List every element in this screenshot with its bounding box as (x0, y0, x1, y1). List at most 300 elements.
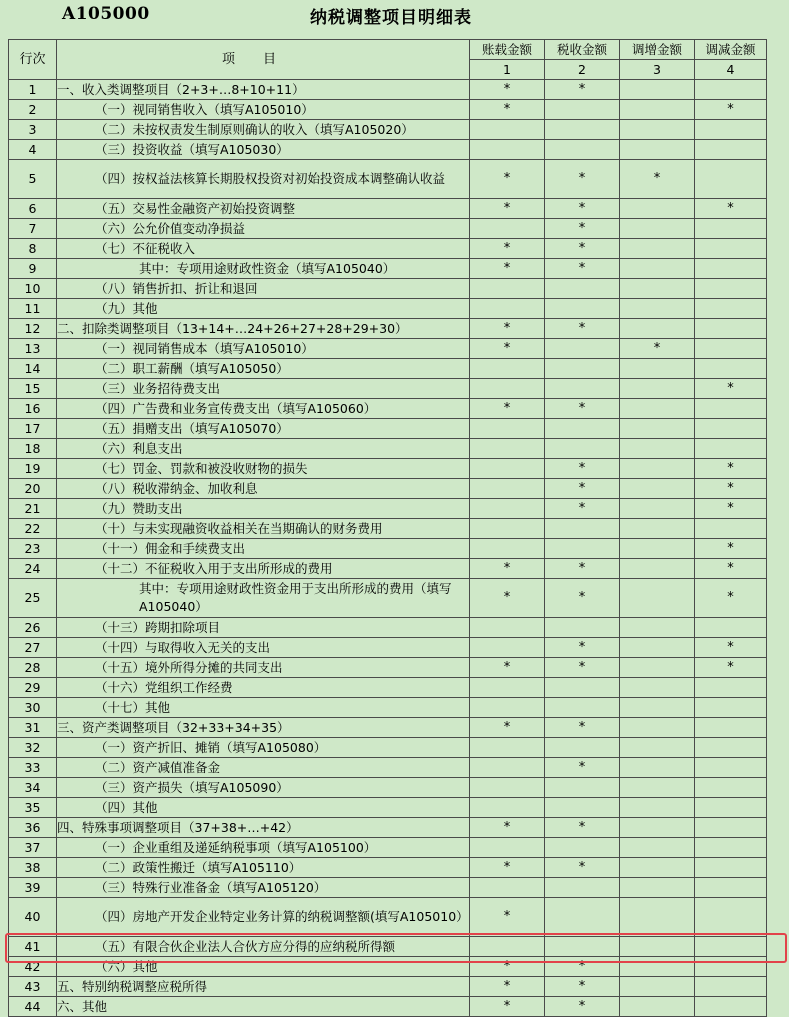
row-number-cell: 25 (9, 579, 57, 618)
increase-amount-cell[interactable] (620, 937, 695, 957)
header-col-number: 3 (620, 60, 695, 80)
table-row[interactable] (9, 519, 767, 539)
tax-amount-cell[interactable] (545, 299, 620, 319)
tax-amount-cell[interactable] (545, 359, 620, 379)
tax-amount-cell: * (545, 399, 620, 419)
adjustment-table (8, 39, 767, 1017)
decrease-amount-cell: * (695, 539, 767, 559)
tax-amount-cell[interactable] (545, 838, 620, 858)
table-row[interactable] (9, 439, 767, 459)
decrease-amount-cell[interactable] (695, 399, 767, 419)
row-number-cell: 19 (9, 459, 57, 479)
item-label-cell: （五）捐赠支出（填写A105070） (57, 419, 470, 439)
tax-amount-cell[interactable] (545, 279, 620, 299)
table-row[interactable] (9, 898, 767, 937)
table-row[interactable] (9, 339, 767, 359)
tax-amount-cell[interactable] (545, 618, 620, 638)
decrease-amount-cell: * (695, 658, 767, 678)
row-number-cell: 11 (9, 299, 57, 319)
increase-amount-cell[interactable] (620, 299, 695, 319)
increase-amount-cell: * (620, 160, 695, 199)
item-label-cell: （十七）其他 (57, 698, 470, 718)
increase-amount-cell[interactable] (620, 239, 695, 259)
item-label-cell: （七）罚金、罚款和被没收财物的损失 (57, 459, 470, 479)
increase-amount-cell[interactable] (620, 579, 695, 618)
tax-amount-cell[interactable] (545, 379, 620, 399)
increase-amount-cell[interactable] (620, 977, 695, 997)
tax-amount-cell[interactable] (545, 738, 620, 758)
book-amount-cell: * (470, 977, 545, 997)
table-row[interactable] (9, 997, 767, 1017)
book-amount-cell: * (470, 898, 545, 937)
decrease-amount-cell[interactable] (695, 439, 767, 459)
book-amount-cell[interactable] (470, 519, 545, 539)
increase-amount-cell[interactable] (620, 199, 695, 219)
item-label-cell: （十六）党组织工作经费 (57, 678, 470, 698)
table-row[interactable] (9, 579, 767, 618)
item-label-cell: （二）政策性搬迁（填写A105110） (57, 858, 470, 878)
book-amount-cell[interactable] (470, 140, 545, 160)
book-amount-cell[interactable] (470, 758, 545, 778)
decrease-amount-cell[interactable] (695, 738, 767, 758)
increase-amount-cell[interactable] (620, 718, 695, 738)
tax-amount-cell: * (545, 479, 620, 499)
increase-amount-cell[interactable] (620, 100, 695, 120)
table-row[interactable] (9, 160, 767, 199)
row-number-cell: 28 (9, 658, 57, 678)
item-label-cell: 六、其他 (57, 997, 470, 1017)
row-number-cell: 35 (9, 798, 57, 818)
item-label-cell: （二）未按权责发生制原则确认的收入（填写A105020） (57, 120, 470, 140)
decrease-amount-cell[interactable] (695, 239, 767, 259)
book-amount-cell[interactable] (470, 638, 545, 658)
row-number-cell: 37 (9, 838, 57, 858)
row-number-cell: 16 (9, 399, 57, 419)
book-amount-cell[interactable] (470, 499, 545, 519)
decrease-amount-cell[interactable] (695, 339, 767, 359)
increase-amount-cell: * (620, 339, 695, 359)
row-number-cell: 14 (9, 359, 57, 379)
decrease-amount-cell: * (695, 459, 767, 479)
increase-amount-cell[interactable] (620, 878, 695, 898)
table-row[interactable] (9, 399, 767, 419)
row-number-cell: 18 (9, 439, 57, 459)
decrease-amount-cell[interactable] (695, 838, 767, 858)
item-label-cell: 一、收入类调整项目（2+3+…8+10+11） (57, 80, 470, 100)
tax-amount-cell: * (545, 319, 620, 339)
decrease-amount-cell[interactable] (695, 878, 767, 898)
item-label-cell: （四）按权益法核算长期股权投资对初始投资成本调整确认收益 (57, 160, 470, 199)
book-amount-cell[interactable] (470, 698, 545, 718)
decrease-amount-cell[interactable] (695, 319, 767, 339)
decrease-amount-cell[interactable] (695, 299, 767, 319)
table-row[interactable] (9, 379, 767, 399)
increase-amount-cell[interactable] (620, 638, 695, 658)
increase-amount-cell[interactable] (620, 997, 695, 1017)
row-number-cell: 10 (9, 279, 57, 299)
book-amount-cell[interactable] (470, 539, 545, 559)
tax-amount-cell: * (545, 977, 620, 997)
table-row[interactable] (9, 977, 767, 997)
table-row[interactable] (9, 120, 767, 140)
row-number-cell: 9 (9, 259, 57, 279)
item-label-cell: （五）有限合伙企业法人合伙方应分得的应纳税所得额 (57, 937, 470, 957)
item-label-cell: 三、资产类调整项目（32+33+34+35） (57, 718, 470, 738)
tax-amount-cell[interactable] (545, 339, 620, 359)
book-amount-cell: * (470, 559, 545, 579)
book-amount-cell: * (470, 199, 545, 219)
increase-amount-cell[interactable] (620, 140, 695, 160)
tax-amount-cell: * (545, 499, 620, 519)
decrease-amount-cell[interactable] (695, 519, 767, 539)
row-number-cell: 44 (9, 997, 57, 1017)
book-amount-cell[interactable] (470, 798, 545, 818)
tax-amount-cell: * (545, 658, 620, 678)
book-amount-cell: * (470, 239, 545, 259)
row-number-cell: 12 (9, 319, 57, 339)
table-row[interactable] (9, 479, 767, 499)
table-row[interactable] (9, 559, 767, 579)
decrease-amount-cell: * (695, 499, 767, 519)
table-row[interactable] (9, 219, 767, 239)
item-label-cell: （七）不征税收入 (57, 239, 470, 259)
increase-amount-cell[interactable] (620, 559, 695, 579)
item-label-cell: （三）业务招待费支出 (57, 379, 470, 399)
table-row[interactable] (9, 100, 767, 120)
increase-amount-cell[interactable] (620, 379, 695, 399)
row-number-cell: 42 (9, 957, 57, 977)
book-amount-cell[interactable] (470, 439, 545, 459)
book-amount-cell[interactable] (470, 838, 545, 858)
item-label-cell: （六）利息支出 (57, 439, 470, 459)
decrease-amount-cell[interactable] (695, 419, 767, 439)
item-label-cell: （二）资产减值准备金 (57, 758, 470, 778)
table-row[interactable] (9, 798, 767, 818)
table-row[interactable] (9, 140, 767, 160)
book-amount-cell: * (470, 339, 545, 359)
header-col-number: 1 (470, 60, 545, 80)
row-number-cell: 1 (9, 80, 57, 100)
item-label-cell: （十四）与取得收入无关的支出 (57, 638, 470, 658)
book-amount-cell: * (470, 858, 545, 878)
row-number-cell: 22 (9, 519, 57, 539)
decrease-amount-cell[interactable] (695, 259, 767, 279)
row-number-cell: 26 (9, 618, 57, 638)
increase-amount-cell[interactable] (620, 678, 695, 698)
decrease-amount-cell[interactable] (695, 818, 767, 838)
form-code: A105000 (62, 4, 150, 24)
tax-amount-cell: * (545, 219, 620, 239)
table-row[interactable] (9, 499, 767, 519)
tax-amount-cell: * (545, 718, 620, 738)
tax-amount-cell: * (545, 239, 620, 259)
row-number-cell: 4 (9, 140, 57, 160)
increase-amount-cell[interactable] (620, 738, 695, 758)
increase-amount-cell[interactable] (620, 399, 695, 419)
book-amount-cell[interactable] (470, 120, 545, 140)
tax-amount-cell[interactable] (545, 100, 620, 120)
decrease-amount-cell[interactable] (695, 140, 767, 160)
table-row[interactable] (9, 539, 767, 559)
book-amount-cell[interactable] (470, 299, 545, 319)
item-label-cell: （四）广告费和业务宣传费支出（填写A105060） (57, 399, 470, 419)
decrease-amount-cell[interactable] (695, 80, 767, 100)
tax-amount-cell[interactable] (545, 539, 620, 559)
row-number-cell: 41 (9, 937, 57, 957)
decrease-amount-cell[interactable] (695, 858, 767, 878)
table-row[interactable] (9, 359, 767, 379)
book-amount-cell[interactable] (470, 479, 545, 499)
increase-amount-cell[interactable] (620, 698, 695, 718)
row-number-cell: 24 (9, 559, 57, 579)
header-item: 项目 (57, 40, 470, 80)
book-amount-cell: * (470, 957, 545, 977)
item-label-cell: （六）公允价值变动净损益 (57, 219, 470, 239)
book-amount-cell[interactable] (470, 618, 545, 638)
item-label-cell: （三）投资收益（填写A105030） (57, 140, 470, 160)
tax-amount-cell[interactable] (545, 878, 620, 898)
row-number-cell: 3 (9, 120, 57, 140)
tax-amount-cell[interactable] (545, 419, 620, 439)
table-row[interactable] (9, 778, 767, 798)
row-number-cell: 27 (9, 638, 57, 658)
tax-amount-cell[interactable] (545, 778, 620, 798)
decrease-amount-cell: * (695, 100, 767, 120)
tax-amount-cell: * (545, 579, 620, 618)
item-label-cell: （一）视同销售收入（填写A105010） (57, 100, 470, 120)
decrease-amount-cell[interactable] (695, 160, 767, 199)
tax-amount-cell: * (545, 559, 620, 579)
table-row[interactable] (9, 937, 767, 957)
increase-amount-cell[interactable] (620, 778, 695, 798)
table-row[interactable] (9, 279, 767, 299)
book-amount-cell[interactable] (470, 419, 545, 439)
decrease-amount-cell[interactable] (695, 698, 767, 718)
increase-amount-cell[interactable] (620, 219, 695, 239)
row-number-cell: 31 (9, 718, 57, 738)
book-amount-cell[interactable] (470, 279, 545, 299)
table-row[interactable] (9, 957, 767, 977)
increase-amount-cell[interactable] (620, 838, 695, 858)
decrease-amount-cell[interactable] (695, 957, 767, 977)
row-number-cell: 32 (9, 738, 57, 758)
table-row[interactable] (9, 718, 767, 738)
row-number-cell: 13 (9, 339, 57, 359)
decrease-amount-cell[interactable] (695, 778, 767, 798)
item-label-cell: （十一）佣金和手续费支出 (57, 539, 470, 559)
tax-amount-cell: * (545, 818, 620, 838)
item-label-cell: （十五）境外所得分摊的共同支出 (57, 658, 470, 678)
item-label-cell: （五）交易性金融资产初始投资调整 (57, 199, 470, 219)
table-row[interactable] (9, 818, 767, 838)
tax-amount-cell: * (545, 80, 620, 100)
increase-amount-cell[interactable] (620, 798, 695, 818)
increase-amount-cell[interactable] (620, 319, 695, 339)
book-amount-cell: * (470, 399, 545, 419)
increase-amount-cell[interactable] (620, 120, 695, 140)
table-row[interactable] (9, 80, 767, 100)
table-row[interactable] (9, 618, 767, 638)
tax-amount-cell[interactable] (545, 140, 620, 160)
decrease-amount-cell: * (695, 579, 767, 618)
decrease-amount-cell[interactable] (695, 279, 767, 299)
book-amount-cell: * (470, 718, 545, 738)
table-row[interactable] (9, 858, 767, 878)
increase-amount-cell[interactable] (620, 858, 695, 878)
increase-amount-cell[interactable] (620, 519, 695, 539)
table-row[interactable] (9, 199, 767, 219)
book-amount-cell: * (470, 579, 545, 618)
header-increase-amount: 调增金额 (620, 40, 695, 60)
table-row[interactable] (9, 319, 767, 339)
table-row[interactable] (9, 638, 767, 658)
item-label-cell: （四）房地产开发企业特定业务计算的纳税调整额(填写A105010） (57, 898, 470, 937)
decrease-amount-cell: * (695, 559, 767, 579)
row-number-cell: 38 (9, 858, 57, 878)
item-label-cell: 其中：专项用途财政性资金用于支出所形成的费用（填写A105040） (57, 579, 470, 618)
item-label-cell: （三）资产损失（填写A105090） (57, 778, 470, 798)
decrease-amount-cell: * (695, 379, 767, 399)
decrease-amount-cell[interactable] (695, 898, 767, 937)
item-label-cell: 其中：专项用途财政性资金（填写A105040） (57, 259, 470, 279)
item-label-cell: （十）与未实现融资收益相关在当期确认的财务费用 (57, 519, 470, 539)
row-number-cell: 6 (9, 199, 57, 219)
book-amount-cell: * (470, 160, 545, 199)
decrease-amount-cell[interactable] (695, 219, 767, 239)
header-decrease-amount: 调减金额 (695, 40, 767, 60)
book-amount-cell[interactable] (470, 379, 545, 399)
increase-amount-cell[interactable] (620, 479, 695, 499)
table-row[interactable] (9, 658, 767, 678)
increase-amount-cell[interactable] (620, 957, 695, 977)
tax-amount-cell: * (545, 858, 620, 878)
increase-amount-cell[interactable] (620, 439, 695, 459)
decrease-amount-cell[interactable] (695, 618, 767, 638)
header-book-amount: 账载金额 (470, 40, 545, 60)
item-label-cell: （四）其他 (57, 798, 470, 818)
decrease-amount-cell[interactable] (695, 758, 767, 778)
decrease-amount-cell: * (695, 199, 767, 219)
book-amount-cell[interactable] (470, 219, 545, 239)
row-number-cell: 36 (9, 818, 57, 838)
tax-amount-cell: * (545, 259, 620, 279)
tax-amount-cell[interactable] (545, 519, 620, 539)
tax-amount-cell[interactable] (545, 937, 620, 957)
header-col-number: 4 (695, 60, 767, 80)
tax-amount-cell: * (545, 459, 620, 479)
book-amount-cell: * (470, 658, 545, 678)
increase-amount-cell[interactable] (620, 539, 695, 559)
tax-amount-cell[interactable] (545, 798, 620, 818)
row-number-cell: 7 (9, 219, 57, 239)
book-amount-cell: * (470, 80, 545, 100)
header-tax-amount: 税收金额 (545, 40, 620, 60)
increase-amount-cell[interactable] (620, 80, 695, 100)
decrease-amount-cell[interactable] (695, 977, 767, 997)
table-row[interactable] (9, 838, 767, 858)
decrease-amount-cell[interactable] (695, 678, 767, 698)
tax-amount-cell[interactable] (545, 120, 620, 140)
item-label-cell: （一）资产折旧、摊销（填写A105080） (57, 738, 470, 758)
row-number-cell: 39 (9, 878, 57, 898)
table-row[interactable] (9, 299, 767, 319)
book-amount-cell[interactable] (470, 778, 545, 798)
table-row[interactable] (9, 758, 767, 778)
increase-amount-cell[interactable] (620, 658, 695, 678)
table-row[interactable] (9, 239, 767, 259)
increase-amount-cell[interactable] (620, 419, 695, 439)
book-amount-cell[interactable] (470, 738, 545, 758)
row-number-cell: 29 (9, 678, 57, 698)
header-row-no: 行次 (9, 40, 57, 80)
table-row[interactable] (9, 419, 767, 439)
item-label-cell: （一）企业重组及递延纳税事项（填写A105100） (57, 838, 470, 858)
decrease-amount-cell[interactable] (695, 120, 767, 140)
book-amount-cell: * (470, 319, 545, 339)
decrease-amount-cell[interactable] (695, 718, 767, 738)
book-amount-cell: * (470, 997, 545, 1017)
tax-amount-cell[interactable] (545, 898, 620, 937)
tax-amount-cell: * (545, 758, 620, 778)
row-number-cell: 20 (9, 479, 57, 499)
decrease-amount-cell[interactable] (695, 359, 767, 379)
book-amount-cell[interactable] (470, 678, 545, 698)
book-amount-cell: * (470, 100, 545, 120)
row-number-cell: 33 (9, 758, 57, 778)
table-row[interactable] (9, 878, 767, 898)
tax-amount-cell[interactable] (545, 698, 620, 718)
increase-amount-cell[interactable] (620, 818, 695, 838)
increase-amount-cell[interactable] (620, 279, 695, 299)
decrease-amount-cell[interactable] (695, 937, 767, 957)
increase-amount-cell[interactable] (620, 459, 695, 479)
table-row[interactable] (9, 738, 767, 758)
book-amount-cell[interactable] (470, 937, 545, 957)
increase-amount-cell[interactable] (620, 758, 695, 778)
increase-amount-cell[interactable] (620, 898, 695, 937)
item-label-cell: 五、特别纳税调整应税所得 (57, 977, 470, 997)
tax-amount-cell: * (545, 957, 620, 977)
item-label-cell: （八）销售折扣、折让和退回 (57, 279, 470, 299)
table-row[interactable] (9, 698, 767, 718)
increase-amount-cell[interactable] (620, 618, 695, 638)
item-label-cell: （十三）跨期扣除项目 (57, 618, 470, 638)
tax-amount-cell[interactable] (545, 678, 620, 698)
decrease-amount-cell[interactable] (695, 798, 767, 818)
increase-amount-cell[interactable] (620, 259, 695, 279)
item-label-cell: （八）税收滞纳金、加收利息 (57, 479, 470, 499)
tax-amount-cell[interactable] (545, 439, 620, 459)
table-row[interactable] (9, 459, 767, 479)
form-title: 纳税调整项目明细表 (310, 8, 472, 28)
row-number-cell: 21 (9, 499, 57, 519)
item-label-cell: （三）特殊行业准备金（填写A105120） (57, 878, 470, 898)
book-amount-cell[interactable] (470, 459, 545, 479)
item-label-cell: （九）赞助支出 (57, 499, 470, 519)
decrease-amount-cell[interactable] (695, 997, 767, 1017)
table-body (9, 80, 767, 1017)
increase-amount-cell[interactable] (620, 359, 695, 379)
item-label-cell: 二、扣除类调整项目（13+14+…24+26+27+28+29+30） (57, 319, 470, 339)
table-row[interactable] (9, 678, 767, 698)
book-amount-cell[interactable] (470, 878, 545, 898)
book-amount-cell: * (470, 818, 545, 838)
book-amount-cell: * (470, 259, 545, 279)
table-row[interactable] (9, 259, 767, 279)
book-amount-cell[interactable] (470, 359, 545, 379)
increase-amount-cell[interactable] (620, 499, 695, 519)
row-number-cell: 34 (9, 778, 57, 798)
